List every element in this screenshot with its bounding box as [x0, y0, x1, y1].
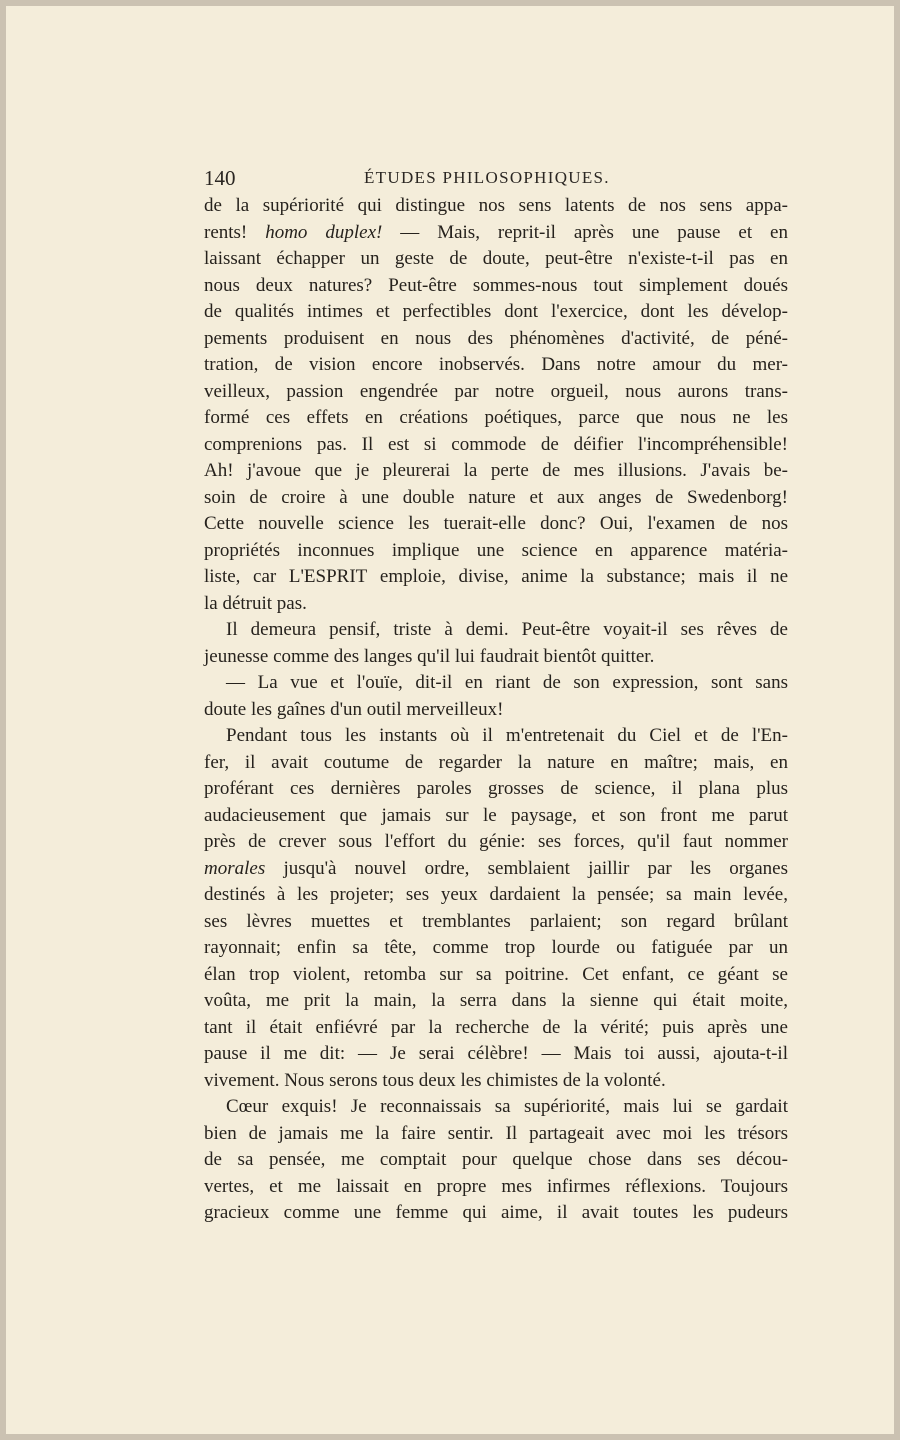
- text-line: fer, il avait coutume de regarder la nature en maître; mais, en: [204, 751, 788, 773]
- text-line: de qualités intimes et perfectibles dont l'exercice, dont les dévelop-: [204, 301, 788, 322]
- text-line: jeunesse comme des langes qu'il lui faudrait bientôt quitter.: [204, 645, 655, 667]
- text-line: propriétés inconnues implique une science en apparence matéria-: [204, 539, 788, 561]
- text-span: jusqu'à nouvel ordre, semblaient jaillir par les organes: [283, 857, 788, 879]
- text-span: emploie, divise, anime la substance; mais il ne: [379, 566, 789, 587]
- text-line: de sa pensée, me comptait pour quelque chose dans ses décou-: [204, 1149, 788, 1170]
- text-span: liste, car: [204, 566, 277, 587]
- text-line: tration, de vision encore inobservés. Dans notre amour du mer-: [204, 354, 788, 375]
- text-line: veilleux, passion engendrée par notre orgueil, nous aurons trans-: [204, 380, 788, 402]
- paragraph: [204, 723, 788, 1094]
- text-line: Ah! j'avoue que je pleurerai la perte de mes illusions. J'avais be-: [204, 460, 788, 481]
- text-line: laissant échapper un geste de doute, peut-être n'existe-t-il pas en: [204, 248, 788, 269]
- italic-phrase: homo duplex!: [265, 221, 383, 243]
- text-line: la détruit pas.: [204, 592, 307, 614]
- text-line: proférant ces dernières paroles grosses de science, il plana plus: [204, 778, 788, 799]
- text-line: [204, 856, 788, 883]
- text-line: voûta, me prit la main, la serra dans la sienne qui était moite,: [204, 990, 788, 1011]
- text-line: tant il était enfiévré par la recherche de la vérité; puis après une: [204, 1016, 788, 1038]
- paragraph: [204, 1094, 788, 1227]
- text-line: bien de jamais me la faire sentir. Il partageait avec moi les trésors: [204, 1122, 788, 1144]
- text-line: vivement. Nous serons tous deux les chimistes de la volonté.: [204, 1069, 666, 1091]
- text-line: près de crever sous l'effort du génie: ses forces, qu'il faut nommer: [204, 831, 788, 852]
- body-text: [204, 193, 788, 1227]
- text-line: comprenions pas. Il est si commode de déifier l'incompréhensible!: [204, 433, 788, 455]
- page-number: 140: [204, 166, 236, 190]
- paragraph: [204, 617, 788, 670]
- paragraph: [204, 670, 788, 723]
- text-line: destinés à les projeter; ses yeux dardaient la pensée; sa main levée,: [204, 884, 788, 905]
- text-line: nous deux natures? Peut-être sommes-nous tout simplement doués: [204, 274, 788, 296]
- italic-word: morales: [204, 857, 266, 879]
- text-line: gracieux comme une femme qui aime, il avait toutes les pudeurs: [204, 1202, 788, 1223]
- text-line: Cette nouvelle science les tuerait-elle donc? Oui, l'examen de nos: [204, 513, 788, 534]
- text-line: Il demeura pensif, triste à demi. Peut-être voyait-il ses rêves de: [226, 619, 788, 640]
- text-span: — Mais, reprit-il après une pause et en: [400, 221, 788, 243]
- text-line: pements produisent en nous des phénomènes d'activité, de péné-: [204, 327, 788, 349]
- text-line: rayonnait; enfin sa tête, comme trop lourde ou fatiguée par un: [204, 937, 788, 958]
- text-line: Cœur exquis! Je reconnaissais sa supériorité, mais lui se gardait: [226, 1096, 788, 1117]
- paragraph: [204, 193, 788, 617]
- page-header: [204, 164, 788, 192]
- text-line: vertes, et me laissait en propre mes infirmes réflexions. Toujours: [204, 1175, 788, 1197]
- text-line: de la supériorité qui distingue nos sens latents de nos sens appa-: [204, 195, 788, 216]
- text-line: doute les gaînes d'un outil merveilleux!: [204, 698, 504, 720]
- text-line: — La vue et l'ouïe, dit-il en riant de son expression, sont sans: [226, 672, 788, 693]
- text-line: pause il me dit: — Je serai célèbre! — Mais toi aussi, ajouta-t-il: [204, 1043, 788, 1064]
- text-line: audacieusement que jamais sur le paysage, et son front me parut: [204, 804, 788, 826]
- text-line: Pendant tous les instants où il m'entretenait du Ciel et de l'En-: [226, 725, 788, 746]
- text-line: [204, 564, 788, 591]
- text-line: [204, 220, 788, 247]
- small-caps-word: L'ESPRIT: [288, 566, 368, 587]
- running-head: ÉTUDES PHILOSOPHIQUES.: [364, 168, 610, 187]
- text-span: rents!: [204, 221, 248, 243]
- text-line: soin de croire à une double nature et aux anges de Swedenborg!: [204, 486, 788, 508]
- text-line: ses lèvres muettes et tremblantes parlaient; son regard brûlant: [204, 910, 788, 932]
- text-line: élan trop violent, retomba sur sa poitrine. Cet enfant, ce géant se: [204, 963, 788, 985]
- text-line: formé ces effets en créations poétiques, parce que nous ne les: [204, 407, 788, 428]
